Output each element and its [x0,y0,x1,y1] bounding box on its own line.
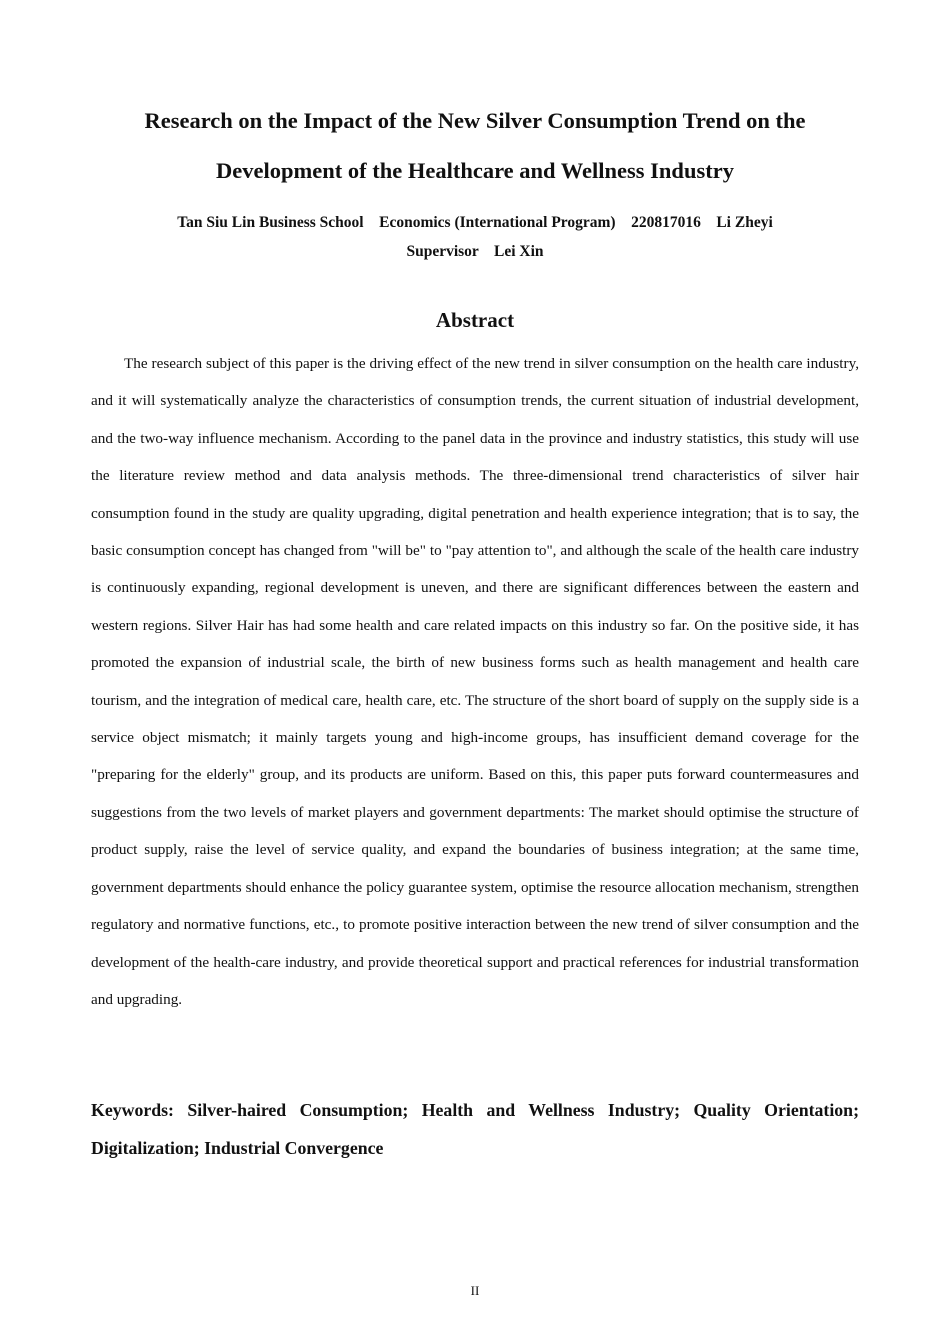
supervisor-info: Supervisor Lei Xin [406,243,544,260]
author-info: Tan Siu Lin Business School Economics (International Program) 220817016 Li Zheyi [177,214,773,231]
paper-title [90,96,860,196]
title-line-1: Research on the Impact of the New Silver Consumption Trend on the [144,108,806,133]
abstract-body: The research subject of this paper is the driving effect of the new trend in silver consumption on the health care industry, and it will systematically analyze the characteristics of consumption trends, the current situation of industrial development, and the two-way influence mechanism. According to the panel data in the province and industry statistics, this study will use the literature review method and data analysis methods. The three-dimensional trend characteristics of silver hair consumption found in the study are quality upgrading, digital penetration and health experience integration; that is to say, the basic consumption concept has changed from "will be" to "pay attention to", and although the scale of the health care industry is continuously expanding, regional development is uneven, and there are significant differences between the eastern and western regions. Silver Hair has had some health and care related impacts on this industry so far. On the positive side, it has promoted the expansion of industrial scale, the birth of new business forms such as health management and health care tourism, and the integration of medical care, health care, etc. The structure of the short board of supply on the supply side is a service object mismatch; it mainly targets young and high-income groups, has insufficient demand coverage for the "preparing for the elderly" group, and its products are uniform. Based on this, this paper puts forward countermeasures and suggestions from the two levels of market players and government departments: The market should optimise the structure of product supply, raise the level of service quality, and expand the boundaries of business integration; at the same time, government departments should enhance the policy guarantee system, optimise the resource allocation mechanism, strengthen regulatory and normative functions, etc., to promote positive interaction between the new trend of silver consumption and the development of the health-care industry, and provide theoretical support and practical references for industrial transformation and upgrading. [91,355,859,1008]
title-line-2: Development of the Healthcare and Wellness Industry [216,158,734,183]
page-number: II [470,1283,480,1298]
abstract-heading: Abstract [435,308,515,332]
keywords: Keywords: Silver-haired Consumption; Health and Wellness Industry; Quality Orientation; Digitalization; Industrial Convergence [91,1100,859,1158]
